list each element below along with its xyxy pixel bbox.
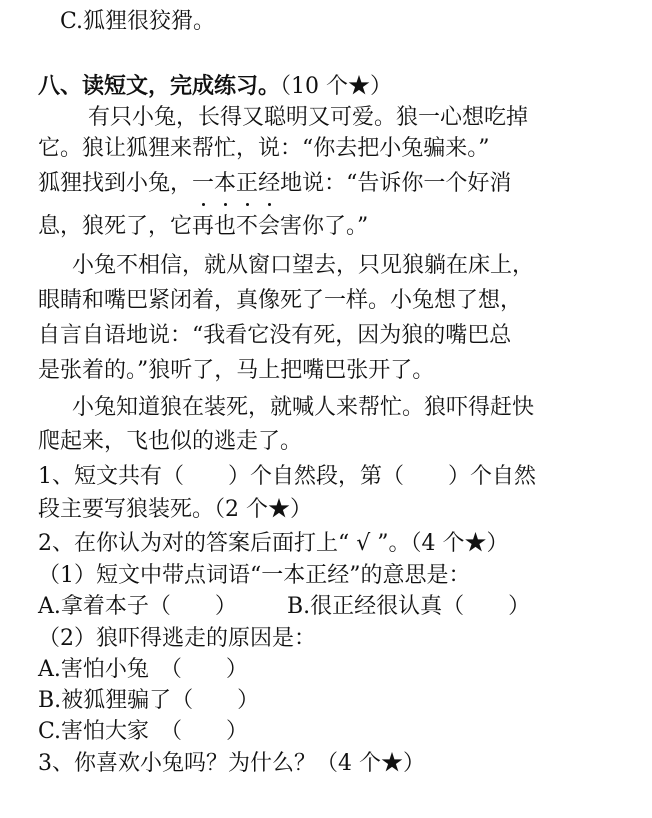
dotted-char-text: 一 [192,171,215,196]
question-2: 2、在你认为对的答案后面打上“ √ ”。（4 个★） [38,531,509,556]
question-2-1-prompt: （1）短文中带点词语“一本正经”的意思是： [38,563,471,588]
dotted-char-1 [192,170,214,198]
section-heading [38,73,392,101]
question-2-2-option-b: B.被狐狸骗了（ ） [38,688,260,713]
passage-p1-line1: 有只小兔，长得又聪明又可爱。狼一心想吃掉 [88,105,529,130]
question-3: 3、你喜欢小兔吗？为什么？（4 个★） [38,751,425,776]
emphasis-dot [202,203,205,206]
dotted-char-text: 正 [236,171,259,196]
dotted-char-3 [236,170,258,198]
previous-option-c: C.狐狸很狡猾。 [60,9,216,34]
passage-p3-line2: 爬起来，飞也似的逃走了。 [38,429,303,454]
passage-p1-line3-after: 地说：“告诉你一个好消 [280,171,512,196]
section-score: （10 个★） [280,74,393,99]
dotted-char-4 [258,170,280,198]
passage-p1-line3 [38,170,511,198]
passage-p2-line2: 眼睛和嘴巴紧闭着，真像死了一样。小兔想了想， [38,288,523,313]
dotted-char-2 [214,170,236,198]
question-2-2-option-c: C.害怕大家 （ ） [38,719,249,744]
passage-p2-line1: 小兔不相信，就从窗口望去，只见狼躺在床上， [72,253,535,278]
section-title: 八、读短文，完成练习。 [38,74,281,99]
dotted-char-text: 经 [258,171,281,196]
question-1-line1: 1、短文共有（ ）个自然段，第（ ）个自然 [38,464,536,489]
question-2-1-option-a: A.拿着本子（ ） [38,594,237,619]
question-1-line2: 段主要写狼装死。（2 个★） [38,497,312,522]
passage-p2-line3: 自言自语地说：“我看它没有死，因为狼的嘴巴总 [38,323,512,348]
question-2-1-option-b: B.很正经很认真（ ） [287,594,531,619]
emphasis-dot [268,203,271,206]
emphasis-dot [246,203,249,206]
dotted-char-text: 本 [214,171,237,196]
question-2-2-prompt: （2）狼吓得逃走的原因是： [38,626,316,651]
passage-p3-line1: 小兔知道狼在装死，就喊人来帮忙。狼吓得赶快 [72,395,535,420]
passage-p1-line2: 它。狼让狐狸来帮忙，说：“你去把小兔骗来。” [38,136,490,161]
question-2-2-option-a: A.害怕小兔 （ ） [38,657,248,682]
passage-p2-line4: 是张着的。”狼听了，马上把嘴巴张开了。 [38,358,435,383]
passage-p1-line4: 息，狼死了，它再也不会害你了。” [38,214,369,239]
passage-p1-line3-before: 狐狸找到小兔， [38,171,193,196]
emphasis-dot [224,203,227,206]
